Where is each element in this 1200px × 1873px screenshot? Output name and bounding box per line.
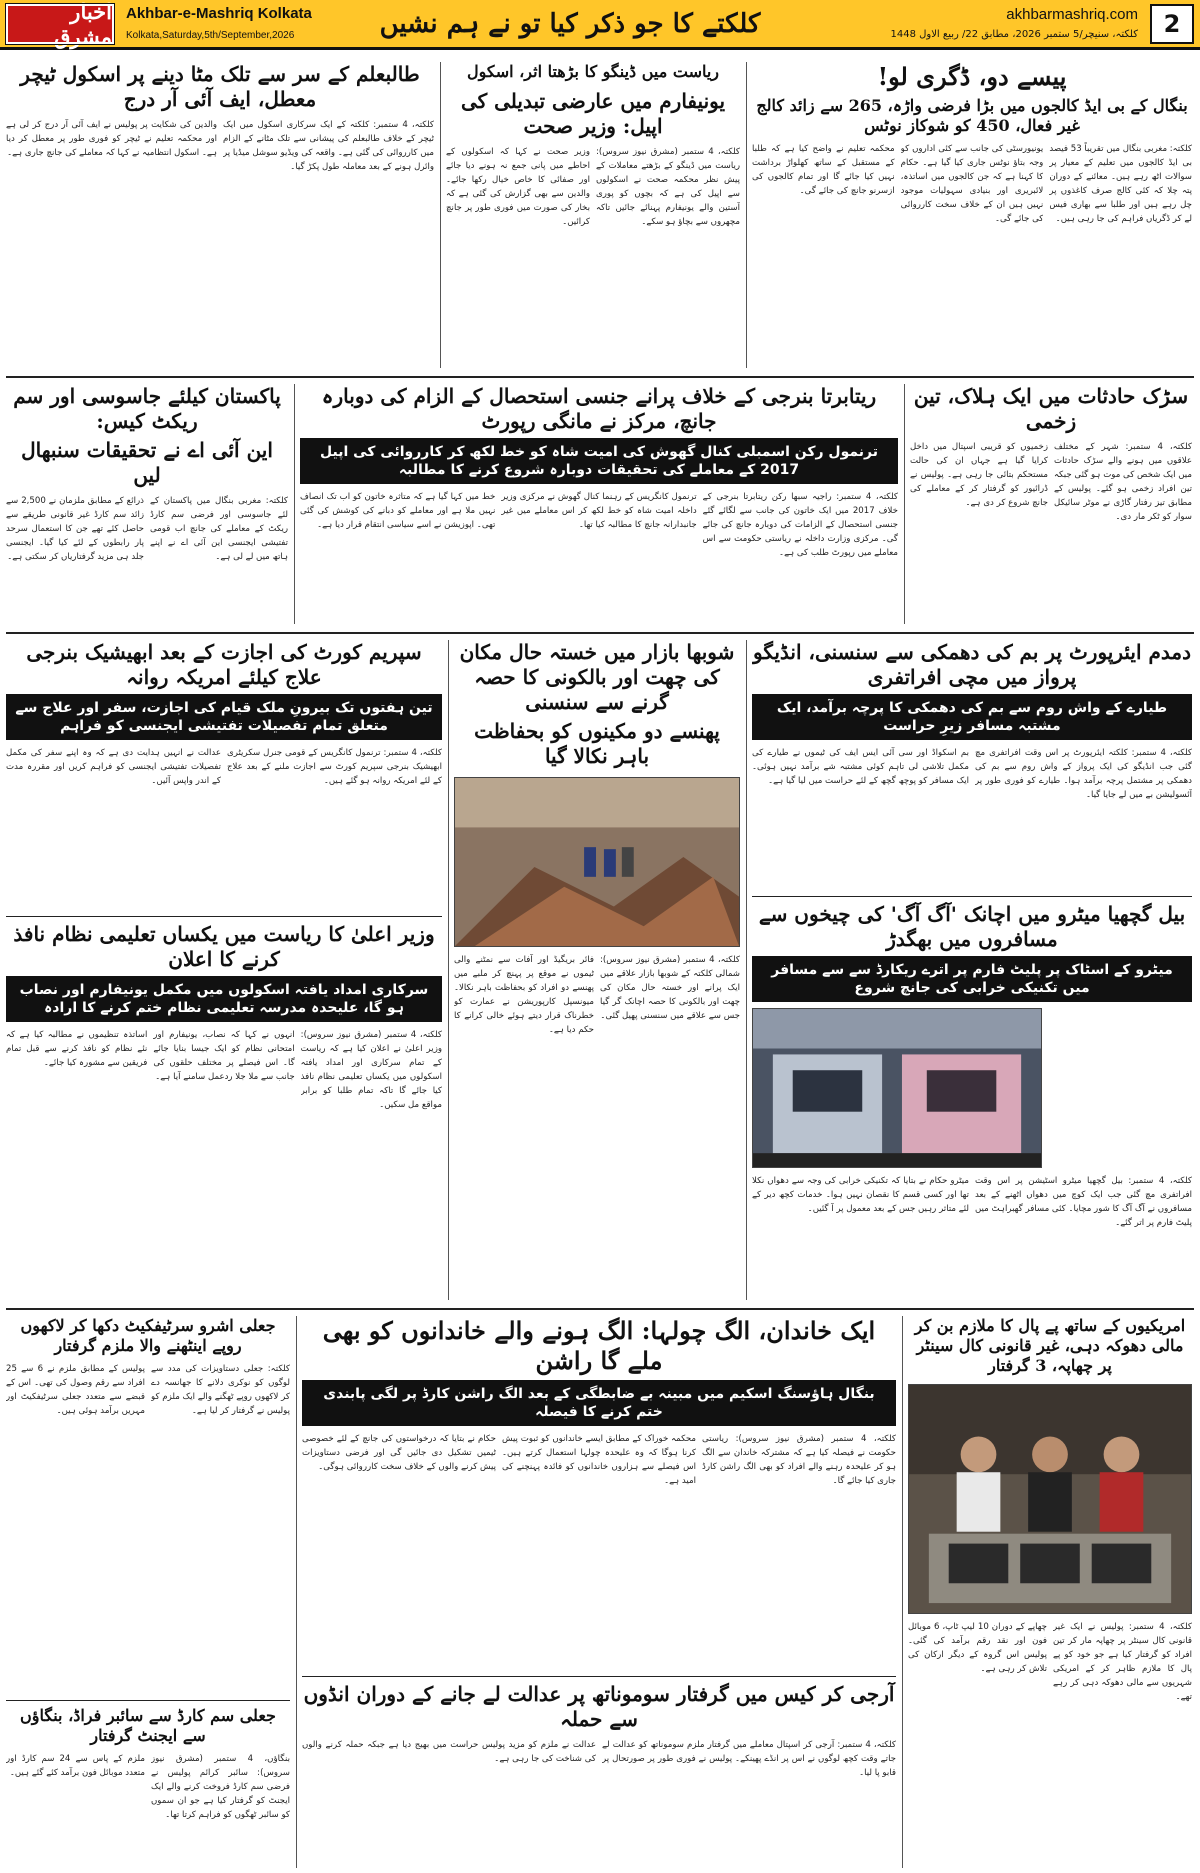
headline: امریکیوں کے ساتھ پے پال کا ملازم بن کر مالی دھوکہ دہی، غیر قانونی کال سینٹر پر چھاپہ، 3 گرفتار [914, 1316, 1186, 1375]
story-bed-college [752, 62, 1192, 368]
story-ration [302, 1316, 896, 1672]
story-column: میٹرو حکام نے بتایا کہ تکنیکی خرابی کی وجہ سے دھواں نکلا تھا اور کسی قسم کا نقصان نہیں ہوا۔ خدمات کچھ دیر کے لئے متاثر رہیں جس کے بعد معمول پر آ گئیں۔ [752, 1176, 969, 1215]
masthead [0, 0, 1200, 50]
story-column: کلکتہ: جعلی دستاویزات کی مدد سے لوگوں کو نوکری دلانے کا جھانسہ دے کر لاکھوں روپے ٹھگنے والے ایک ملزم کو پولیس نے گرفتار کر لیا ہے۔ [151, 1364, 290, 1416]
story-rg-kar [302, 1682, 896, 1868]
metro-photo [752, 1008, 1042, 1168]
story-call-center [908, 1316, 1192, 1868]
headline: طالبعلم کے سر سے تلک مٹا دینے پر اسکول ٹیچر معطل، ایف آئی آر درج [20, 62, 420, 111]
subheadline: بنگال کے بی ایڈ کالجوں میں بڑا فرضی واڑہ، 265 سے زائد کالج غیر فعال، 450 کو شوکاز نوٹس [756, 96, 1188, 135]
story-road-accident [910, 384, 1192, 624]
story-column: کلکتہ، 4 ستمبر (مشرق نیوز سروس): وزیر اعلیٰ نے اعلان کیا ہے کہ ریاست کے تمام سرکاری اور امداد یافتہ اسکولوں میں یکساں تعلیمی نظام نافذ کیا جائے گا تاکہ تمام طلبا کو برابر مواقع مل سکیں۔ [300, 1030, 442, 1111]
headline: بیل گچھیا میٹرو میں اچانک 'آگ آگ' کی چیخوں سے مسافروں میں بھگدڑ [758, 902, 1186, 951]
story-nia [6, 384, 288, 624]
story-column: انہوں نے کہا کہ نصاب، یونیفارم اور امتحانی نظام کو ایک جیسا بنایا جائے گا۔ اس فیصلے پر مختلف حلقوں کی جانب سے ملا جلا ردعمل سامنے آیا ہے۔ [153, 1030, 295, 1083]
story-sim-agent [6, 1706, 290, 1868]
story-column: کلکتہ، 4 ستمبر: پولیس نے ایک غیر قانونی کال سینٹر پر چھاپہ مار کر تین افراد کو گرفتار کیا ہے جو خود کو پے پال کا ملازم ظاہر کر کے امریکی شہریوں سے مالی دھوکہ دہی کر رہے تھے۔ [1053, 1622, 1192, 1702]
logo-text: اخبار مشرق [54, 0, 112, 49]
story-fake-certificate [6, 1316, 290, 1696]
story-column: کلکتہ، 4 ستمبر: شہر کے مختلف علاقوں میں ہونے والے سڑک حادثات میں ایک شخص کی موت ہو گئی جبکہ تین افراد زخمی ہو گئے۔ پولیس کے مطابق تیز رفتار گاڑی نے موٹر سائیکل سوار کو ٹکر مار دی۔ [1054, 442, 1192, 522]
story-banner: میٹرو کے اسٹاک پر پلیٹ فارم پر اترے ریکارڈ سے سے مسافر میں تکنیکی خرابی کی جانچ شروع [752, 956, 1192, 1002]
website-link[interactable]: akhbarmashriq.com [1006, 6, 1138, 23]
story-banner: طیارے کے واش روم سے بم کی دھمکی کا پرچہ برآمد، ایک مشتبہ مسافر زیرِ حراست [752, 694, 1192, 740]
story-column: کلکتہ، 4 ستمبر: آرجی کر اسپتال معاملے میں گرفتار ملزم سوموناتھ کو عدالت لے جاتے وقت کچھ لوگوں نے اس پر انڈے پھینکے۔ پولیس نے فوری طور پر صورتحال پر قابو پا لیا۔ [602, 1740, 896, 1778]
story-column: کلکتہ، 4 ستمبر (مشرق نیوز سروس): ریاستی حکومت نے فیصلہ کیا ہے کہ مشترکہ خاندان سے الگ ہو کر علیحدہ رہنے والے افراد کو بھی الگ راشن کارڈ جاری کیا جائے گا۔ [702, 1434, 896, 1487]
story-column: کلکتہ، 4 ستمبر: کلکتہ کے ایک سرکاری اسکول میں ایک ٹیچر کے خلاف طالبعلم کی پیشانی سے تلک مٹانے کے الزام میں کارروائی کی گئی ہے۔ واقعہ کی ویڈیو سوشل میڈیا پر وائرل ہونے کے بعد معاملہ طول پکڑ گیا۔ [223, 120, 434, 172]
story-banner: تین ہفتوں تک بیرونِ ملک قیام کی اجازت، سفر اور علاج سے متعلق تمام تفصیلات تفتیشی ایجنسی کو فراہم [6, 694, 442, 740]
story-column: کلکتہ، 4 ستمبر (مشرق نیوز سروس): شمالی کلکتہ کے شوبھا بازار علاقے میں ایک پرانے اور خستہ حال مکان کی چھت اور بالکونی کا حصہ اچانک گر گیا جس سے علاقے میں سنسنی پھیل گئی۔ [600, 955, 740, 1021]
headline: جعلی اشرو سرٹیفکیٹ دکھا کر لاکھوں روپے اینٹھنے والا ملزم گرفتار [20, 1316, 276, 1355]
headline: دمدم ایئرپورٹ پر بم کی دھمکی سے سنسنی، انڈیگو پرواز میں مچی افراتفری [752, 640, 1192, 689]
story-dengue [446, 62, 740, 368]
story-column: وزیر صحت نے کہا کہ اسکولوں کے احاطے میں پانی جمع نہ ہونے دیا جائے اور صفائی کا خاص خیال رکھا جائے۔ والدین سے بھی گزارش کی گئی ہے کہ بخار کی صورت میں فوری طور پر جانچ کرائیں۔ [446, 146, 590, 227]
story-column: عدالت نے ملزم کو مزید پولیس حراست میں بھیج دیا ہے جبکہ حملہ کرنے والوں کی شناخت کی جا رہی ہے۔ [302, 1740, 596, 1764]
story-column: چھاپے کے دوران 10 لیپ ٹاپ، 6 موبائل فون اور نقد رقم برآمد کی گئی۔ پولیس اس گروہ کے دیگر ارکان کی تلاش کر رہی ہے۔ [908, 1622, 1047, 1674]
headline: ایک خاندان، الگ چولہا: الگ ہونے والے خاندانوں کو بھی ملے گا راشن [322, 1316, 876, 1375]
story-column: ذرائع کے مطابق ملزمان نے 2,500 سے زائد سم کارڈ غیر قانونی طریقے سے حاصل کئے تھے جن کا استعمال سرحد پار رابطوں کے لئے کیا گیا۔ ایجنسی جلد ہی مزید گرفتاریاں کر سکتی ہے۔ [6, 496, 144, 562]
story-column: والدین کی شکایت پر پولیس نے ایف آئی آر درج کر لی ہے اور محکمہ تعلیم نے ٹیچر کو فوری طور پر معطل کر دیا ہے۔ اسکول انتظامیہ نے کہا کہ معاملے کی جانچ جاری ہے۔ [6, 120, 217, 158]
newspaper-logo [6, 0, 114, 49]
story-column: یونیورسٹی کی جانب سے کئی اداروں کو وجہ بتاؤ نوٹس جاری کیا گیا ہے۔ حکام کا کہنا ہے کہ جن کالجوں میں اساتذہ، لائبریری اور بنیادی سہولیات موجود نہیں ہیں ان کے خلاف سخت کارروائی کی جائے گی۔ [900, 144, 1044, 224]
story-column: زخمیوں کو قریبی اسپتال میں داخل کرایا گیا ہے جہاں ان کی حالت مستحکم بتائی جا رہی ہے۔ پولیس نے ڈرائیور کو گرفتار کر کے معاملے کی جانچ شروع کر دی ہے۔ [910, 442, 1048, 508]
story-column: بم اسکواڈ اور سی آئی ایس ایف کی ٹیموں نے طیارے کی مکمل تلاشی لی تاہم کوئی مشتبہ شے برآمد نہیں ہوئی۔ ایک مسافر کو پوچھ گچھ کے لئے حراست میں لیا گیا ہے۔ [752, 748, 969, 787]
story-column: عدالت نے انہیں ہدایت دی ہے کہ وہ اپنے سفر کی مکمل تفصیلات تفتیشی ایجنسی کو فراہم کریں اور مقررہ مدت کے اندر واپس آئیں۔ [6, 748, 221, 787]
story-building [454, 640, 740, 1300]
headline: پاکستان کیلئے جاسوسی اور سم ریکٹ کیس: [13, 384, 281, 433]
headline: شوبھا بازار میں خستہ حال مکان کی چھت اور بالکونی کا حصہ گرنے سے سنسنی [459, 640, 735, 714]
headline: پیسے دو، ڈگری لو! [877, 62, 1067, 91]
story-supreme-court [6, 640, 442, 910]
headline: وزیر اعلیٰ کا ریاست میں یکساں تعلیمی نظام نافذ کرنے کا اعلان [13, 922, 435, 971]
story-column: کلکتہ، 4 ستمبر: راجیہ سبھا رکن ریتابرتا بنرجی کے خلاف 2017 میں ایک خاتون کی جانب سے لگائے گئے جنسی استحصال کے الزامات کی دوبارہ جانچ کی جائے گی۔ مرکزی وزارت داخلہ نے ریاستی حکومت سے اس معاملے میں رپورٹ طلب کی ہے۔ [702, 492, 898, 559]
story-metro [752, 902, 1192, 1300]
story-column: کلکتہ، 4 ستمبر: بیل گچھیا میٹرو اسٹیشن پر اس وقت افراتفری مچ گئی جب ایک کوچ میں دھواں اٹھنے کے بعد مسافروں نے آگ آگ کا شور مچایا۔ کئی مسافر گھبراہٹ میں پلیٹ فارم پر اتر گئے۔ [975, 1176, 1192, 1229]
paper-name: Akhbar-e-Mashriq Kolkata [126, 5, 312, 22]
headline: یونیفارم میں عارضی تبدیلی کی اپیل: وزیر صحت [460, 88, 726, 138]
story-column: کلکتہ، 4 ستمبر (مشرق نیوز سروس): ریاست میں ڈینگو کے بڑھتے معاملات کے پیش نظر محکمہ صحت نے اسکولوں سے اپیل کی ہے کہ بچوں کو پوری آستین والے یونیفارم پہنائے جائیں تاکہ مچھروں سے بچاؤ ہو سکے۔ [596, 146, 740, 227]
subheadline: این آئی اے نے تحقیقات سنبھال لیں [21, 438, 273, 487]
story-column: محکمہ تعلیم نے واضح کیا ہے کہ طلبا کے مستقبل کے ساتھ کھلواڑ برداشت نہیں کیا جائے گا اور تمام کالجوں کی ازسرنو جانچ کی جائے گی۔ [752, 144, 895, 196]
story-column: ترنمول کانگریس کے رہنما کنال گھوش نے مرکزی وزیر داخلہ امیت شاہ کو خط لکھ کر اس معاملے میں غیر جانبدارانہ جانچ کا مطالبہ کیا تھا۔ [501, 492, 697, 531]
headline: جعلی سم کارڈ سے سائبر فراڈ، بنگاؤں سے ایجنٹ گرفتار [20, 1706, 276, 1745]
story-teacher [6, 62, 434, 368]
headline: سپریم کورٹ کی اجازت کے بعد ابھیشیک بنرجی علاج کیلئے امریکہ روانہ [26, 640, 422, 689]
story-column: بنگاؤں، 4 ستمبر (مشرق نیوز سروس): سائبر کرائم پولیس نے فرضی سم کارڈ فروخت کرنے والے ایک ایجنٹ کو گرفتار کیا ہے جو ان سموں کو سائبر ٹھگوں کو فراہم کرتا تھا۔ [151, 1754, 290, 1820]
headline: آرجی کر کیس میں گرفتار سوموناتھ پر عدالت لے جانے کے دوران انڈوں سے حملہ [303, 1682, 895, 1731]
story-dumdum [752, 640, 1192, 890]
arrest-photo [908, 1384, 1192, 1614]
story-column: حکام نے بتایا کہ درخواستوں کی جانچ کے لئے خصوصی ٹیمیں تشکیل دی جائیں گی اور فرضی دستاویزات پیش کرنے والوں کے خلاف سخت کارروائی ہوگی۔ [302, 1434, 496, 1473]
story-column: ملزم کے پاس سے 24 سم کارڈ اور متعدد موبائل فون برآمد کئے گئے ہیں۔ [6, 1754, 145, 1778]
story-column: کلکتہ: مغربی بنگال میں پاکستان کے لئے جاسوسی اور فرضی سم کارڈ ریکٹ کے معاملے کی جانچ اب قومی تفتیشی ایجنسی این آئی اے نے اپنے ہاتھ میں لے لی ہے۔ [150, 496, 288, 562]
story-ritabrata [300, 384, 898, 624]
story-banner: بنگال ہاؤسنگ اسکیم میں مبینہ بے ضابطگی کے بعد الگ راشن کارڈ پر لگی پابندی ختم کرنے کا فیصلہ [302, 1380, 896, 1426]
story-column: خط میں کہا گیا ہے کہ متاثرہ خاتون کو اب تک انصاف نہیں ملا ہے اور معاملے کو دبانے کی کوشش کی گئی تھی۔ اپوزیشن نے اسے سیاسی انتقام قرار دیا ہے۔ [300, 492, 496, 531]
headline: ریتابرتا بنرجی کے خلاف پرانے جنسی استحصال کے الزام کی دوبارہ جانچ، مرکز نے مانگی رپورٹ [321, 384, 877, 433]
kicker: ریاست میں ڈینگو کا بڑھتا اثر، اسکول [466, 62, 720, 81]
story-column: کلکتہ، 4 ستمبر: کلکتہ ایئرپورٹ پر اس وقت افراتفری مچ گئی جب انڈیگو کی ایک پرواز کے واش روم سے بم کی دھمکی پر مشتمل پرچہ برآمد ہوا۔ طیارے کو فوری طور پر آئسولیشن بے میں لے جایا گیا۔ [975, 748, 1192, 801]
story-education [6, 922, 442, 1300]
story-column: اساتذہ تنظیموں نے مطالبہ کیا ہے کہ نئے نظام کو نافذ کرنے سے قبل تمام فریقین سے مشورہ کیا جائے۔ [6, 1030, 148, 1069]
story-column: محکمہ خوراک کے مطابق ایسے خاندانوں کو ثبوت پیش کرنا ہوگا کہ وہ علیحدہ چولہا استعمال کرتے ہیں۔ اس فیصلے سے ہزاروں خاندانوں کو فائدہ پہنچنے کی امید ہے۔ [502, 1434, 696, 1487]
story-banner: ترنمول رکن اسمبلی کنال گھوش کی امیت شاہ کو خط لکھ کر کارروائی کی اپیل 2017 کے معاملے کی تحقیقات دوبارہ شروع کرنے کا مطالبہ [300, 438, 898, 484]
story-column: فائر بریگیڈ اور آفات سے نمٹنے والی ٹیموں نے موقع پر پہنچ کر ملبے میں پھنسے دو افراد کو بحفاظت باہر نکالا۔ میونسپل کارپوریشن نے عمارت کو خطرناک قرار دیتے ہوئے خالی کرانے کا حکم دیا ہے۔ [454, 955, 594, 1035]
story-banner: سرکاری امداد یافتہ اسکولوں میں مکمل یونیفارم اور نصاب ہو گا، علیحدہ مدرسہ تعلیمی نظام ختم کرنے کا ارادہ [6, 976, 442, 1022]
dateline-urdu: کلکتہ، سنیچر/5 ستمبر 2026، مطابق 22/ ربیع الاول 1448 [890, 29, 1138, 40]
page-slogan: کلکتے کا جو ذکر کیا تو نے ہم نشیں [379, 9, 761, 39]
subheadline: پھنسے دو مکینوں کو بحفاظت باہر نکالا گیا [474, 719, 720, 768]
story-column: کلکتہ، 4 ستمبر: ترنمول کانگریس کے قومی جنرل سکریٹری ابھیشیک بنرجی سپریم کورٹ سے اجازت ملنے کے بعد علاج کے لئے امریکہ روانہ ہو گئے ہیں۔ [227, 748, 442, 787]
building-collapse-photo [454, 777, 740, 947]
story-column: پولیس کے مطابق ملزم نے 6 سے 25 افراد سے رقم وصول کی تھی۔ اس کے قبضے سے متعدد جعلی سرٹیفکیٹ اور مہریں برآمد ہوئی ہیں۔ [6, 1364, 145, 1416]
dateline-english: Kolkata,Saturday,5th/September,2026 [126, 30, 295, 41]
page-number: 2 [1150, 4, 1194, 44]
headline: سڑک حادثات میں ایک ہلاک، تین زخمی [913, 384, 1189, 433]
story-column: کلکتہ: مغربی بنگال میں تقریباً 53 فیصد بی ایڈ کالجوں میں تعلیم کے معیار پر سوالات اٹھ رہے ہیں۔ معائنے کے دوران پتہ چلا کہ کئی کالج صرف کاغذوں پر چل رہے ہیں اور طلبا سے بھاری فیس لے کر ڈگریاں فراہم کی جا رہی ہیں۔ [1049, 144, 1192, 224]
